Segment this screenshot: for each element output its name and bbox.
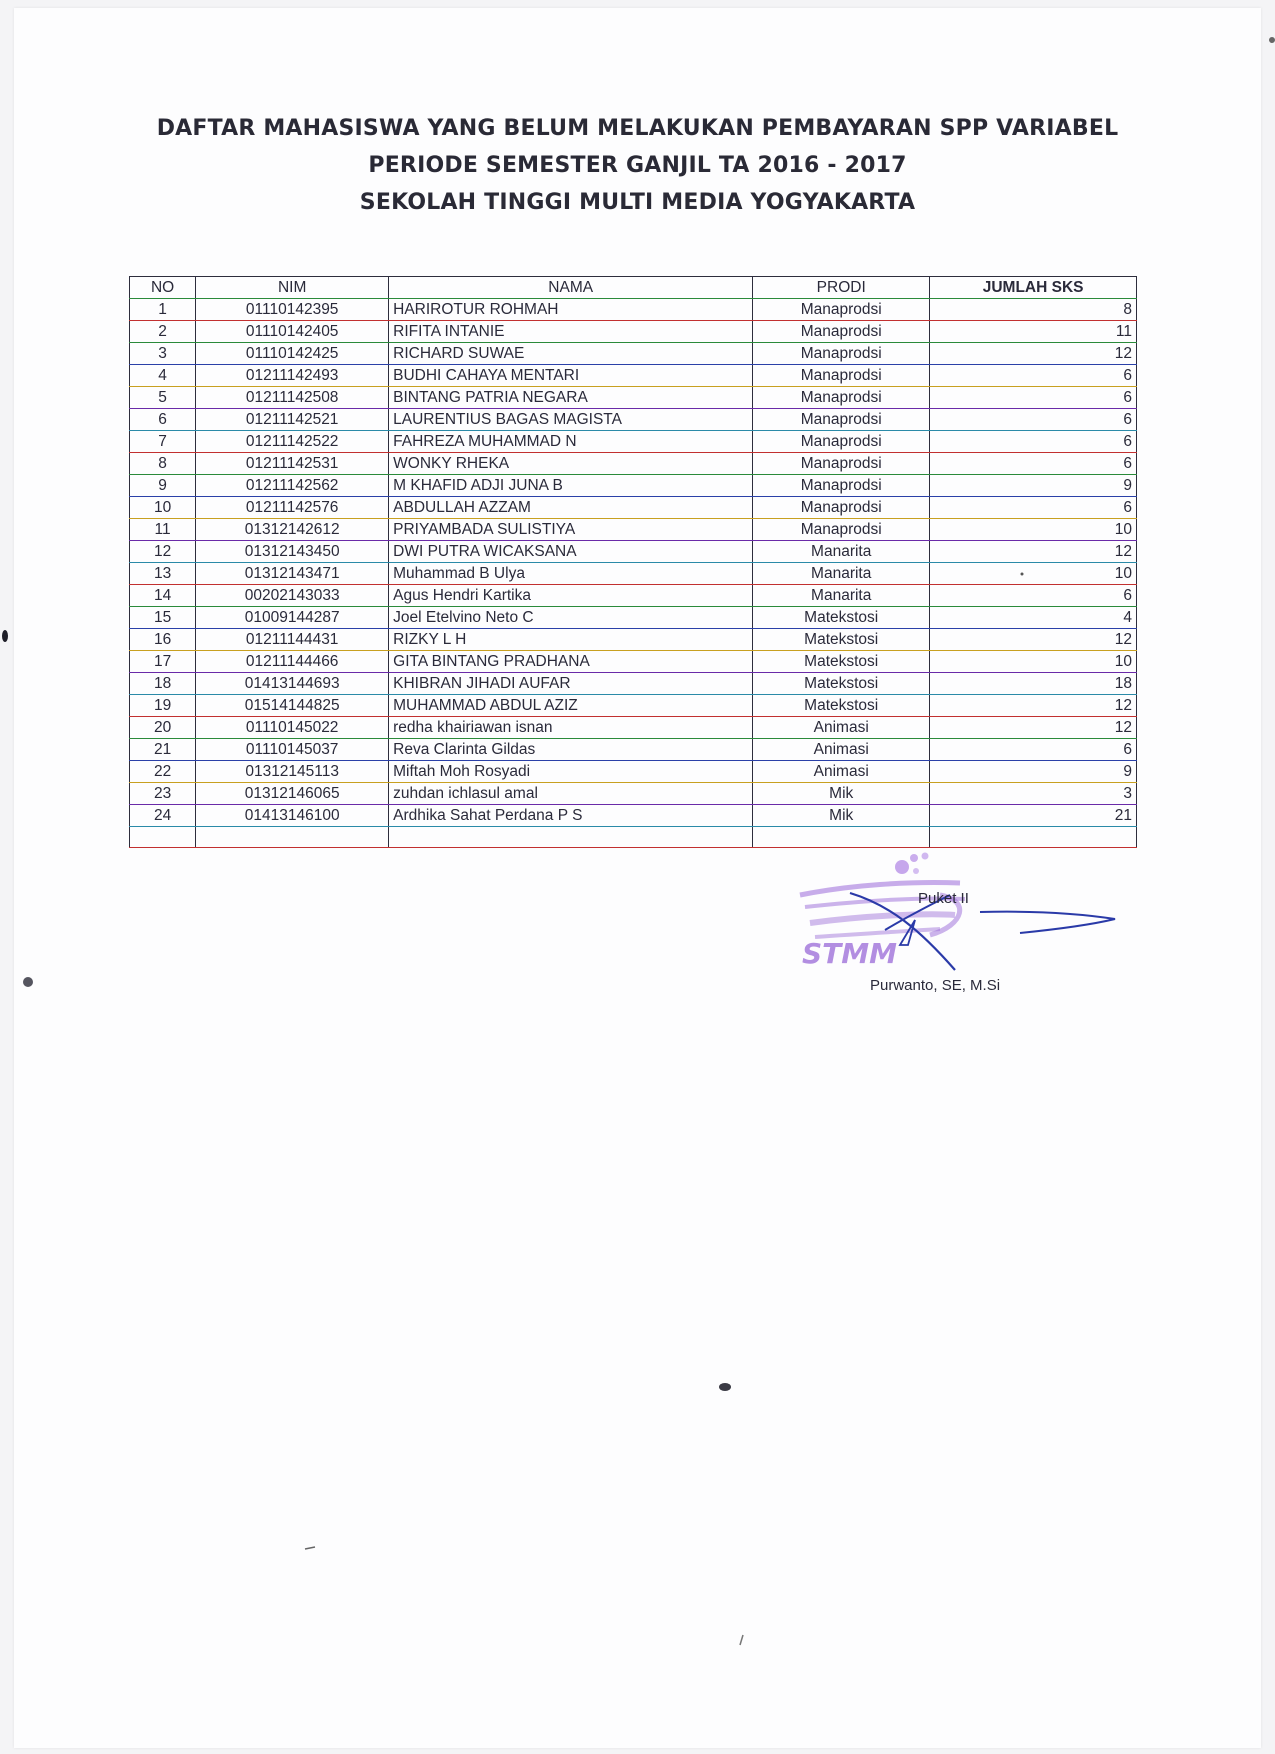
cell-nama: Joel Etelvino Neto C [389, 607, 753, 629]
cell-nim: 01211144431 [196, 629, 389, 651]
cell-sks: 6 [930, 497, 1137, 519]
cell-prodi: Matekstosi [753, 673, 930, 695]
cell-nama: BUDHI CAHAYA MENTARI [389, 365, 753, 387]
cell-no: 20 [130, 717, 196, 739]
cell-nim: 01211142576 [196, 497, 389, 519]
cell-no: 22 [130, 761, 196, 783]
cell-nim: 01110142405 [196, 321, 389, 343]
cell-sks: 21 [930, 805, 1137, 827]
cell-sks: 10 [930, 563, 1137, 585]
cell-no: 18 [130, 673, 196, 695]
cell-prodi: Matekstosi [753, 651, 930, 673]
cell-no: 24 [130, 805, 196, 827]
cell-prodi: Matekstosi [753, 607, 930, 629]
cell-no: 11 [130, 519, 196, 541]
cell-prodi: Matekstosi [753, 695, 930, 717]
cell-nim: 01211142522 [196, 431, 389, 453]
cell-no: 7 [130, 431, 196, 453]
cell-sks: 9 [930, 475, 1137, 497]
cell-nim: 01312143471 [196, 563, 389, 585]
cell-nama: Agus Hendri Kartika [389, 585, 753, 607]
cell-sks: 11 [930, 321, 1137, 343]
cell-nama: MUHAMMAD ABDUL AZIZ [389, 695, 753, 717]
cell-nim: 01211142493 [196, 365, 389, 387]
cell-prodi: Mik [753, 805, 930, 827]
cell-nama: KHIBRAN JIHADI AUFAR [389, 673, 753, 695]
cell-sks: 9 [930, 761, 1137, 783]
signer-name: Purwanto, SE, M.Si [870, 977, 1001, 994]
cell-sks: 6 [930, 365, 1137, 387]
cell-no: 3 [130, 343, 196, 365]
cell-prodi: Manarita [753, 585, 930, 607]
cell-sks: 12 [930, 343, 1137, 365]
cell-sks: 6 [930, 431, 1137, 453]
cell-nama: ABDULLAH AZZAM [389, 497, 753, 519]
cell-nim: 01211142521 [196, 409, 389, 431]
cell-sks: 10 [930, 519, 1137, 541]
cell-nama: WONKY RHEKA [389, 453, 753, 475]
cell-nama: RIFITA INTANIE [389, 321, 753, 343]
cell-nim: 01312142612 [196, 519, 389, 541]
header-no: NO [130, 277, 196, 299]
cell-nim: 01413146100 [196, 805, 389, 827]
cell-nim: 01211142531 [196, 453, 389, 475]
cell-nim: 01514144825 [196, 695, 389, 717]
cell-nim: 01312145113 [196, 761, 389, 783]
cell-nim: 01413144693 [196, 673, 389, 695]
cell-prodi: Manaprodsi [753, 431, 930, 453]
cell-no: 21 [130, 739, 196, 761]
title-line-2: PERIODE SEMESTER GANJIL TA 2016 - 2017 [368, 153, 907, 178]
cell-nim: 01312146065 [196, 783, 389, 805]
cell-sks: 8 [930, 299, 1137, 321]
cell-nama: DWI PUTRA WICAKSANA [389, 541, 753, 563]
cell-no: 2 [130, 321, 196, 343]
title-line-3: SEKOLAH TINGGI MULTI MEDIA YOGYAKARTA [359, 190, 916, 215]
cell-no: 14 [130, 585, 196, 607]
cell-sks: 18 [930, 673, 1137, 695]
cell-nama: BINTANG PATRIA NEGARA [389, 387, 753, 409]
cell-nim: 01110142425 [196, 343, 389, 365]
cell-prodi: Animasi [753, 761, 930, 783]
cell-no: 9 [130, 475, 196, 497]
cell-no: 5 [130, 387, 196, 409]
svg-text:STMM: STMM [802, 937, 897, 970]
cell-sks: 6 [930, 387, 1137, 409]
cell-prodi: Mik [753, 783, 930, 805]
cell-nama: Muhammad B Ulya [389, 563, 753, 585]
cell-prodi: Animasi [753, 739, 930, 761]
signer-position: Puket II [918, 890, 969, 907]
cell-no: 23 [130, 783, 196, 805]
cell-prodi: Manaprodsi [753, 365, 930, 387]
cell-prodi: Manaprodsi [753, 321, 930, 343]
cell-nim: 01009144287 [196, 607, 389, 629]
cell-nama: PRIYAMBADA SULISTIYA [389, 519, 753, 541]
cell-nim: 01110142395 [196, 299, 389, 321]
cell-prodi: Manaprodsi [753, 453, 930, 475]
cell-prodi: Manaprodsi [753, 387, 930, 409]
cell-sks: 12 [930, 695, 1137, 717]
cell-no: 8 [130, 453, 196, 475]
cell-nama: LAURENTIUS BAGAS MAGISTA [389, 409, 753, 431]
header-prodi: PRODI [753, 277, 930, 299]
cell-nama: Ardhika Sahat Perdana P S [389, 805, 753, 827]
cell-no: 17 [130, 651, 196, 673]
cell-nama: redha khairiawan isnan [389, 717, 753, 739]
cell-sks: 6 [930, 585, 1137, 607]
cell-no: 16 [130, 629, 196, 651]
cell-no: 10 [130, 497, 196, 519]
cell-sks: 6 [930, 453, 1137, 475]
header-nama: NAMA [389, 277, 753, 299]
cell-sks: 6 [930, 409, 1137, 431]
cell-sks: 12 [930, 717, 1137, 739]
cell-nim: 01110145037 [196, 739, 389, 761]
cell-nama: RICHARD SUWAE [389, 343, 753, 365]
cell-no: 4 [130, 365, 196, 387]
cell-sks: 10 [930, 651, 1137, 673]
cell-prodi: Manaprodsi [753, 299, 930, 321]
cell-prodi: Manaprodsi [753, 409, 930, 431]
cell-no: 6 [130, 409, 196, 431]
cell-nama: Miftah Moh Rosyadi [389, 761, 753, 783]
cell-sks: 4 [930, 607, 1137, 629]
cell-no: 1 [130, 299, 196, 321]
title-line-1: DAFTAR MAHASISWA YANG BELUM MELAKUKAN PEMBAYARAN SPP VARIABEL [156, 116, 1119, 141]
cell-prodi: Manarita [753, 563, 930, 585]
header-jumlah-sks: JUMLAH SKS [930, 277, 1137, 299]
cell-nim: 01211142508 [196, 387, 389, 409]
cell-prodi: Animasi [753, 717, 930, 739]
cell-no: 15 [130, 607, 196, 629]
cell-nim: 01312143450 [196, 541, 389, 563]
cell-no: 13 [130, 563, 196, 585]
cell-nama: FAHREZA MUHAMMAD N [389, 431, 753, 453]
cell-nim: 01110145022 [196, 717, 389, 739]
cell-no: 19 [130, 695, 196, 717]
cell-prodi: Manaprodsi [753, 497, 930, 519]
cell-prodi: Manaprodsi [753, 343, 930, 365]
cell-nim: 01211144466 [196, 651, 389, 673]
cell-nim: 00202143033 [196, 585, 389, 607]
cell-sks: 6 [930, 739, 1137, 761]
cell-nama: HARIROTUR ROHMAH [389, 299, 753, 321]
cell-nama: Reva Clarinta Gildas [389, 739, 753, 761]
cell-nim: 01211142562 [196, 475, 389, 497]
cell-nama: M KHAFID ADJI JUNA B [389, 475, 753, 497]
cell-prodi: Manarita [753, 541, 930, 563]
cell-sks: 12 [930, 629, 1137, 651]
cell-nama: RIZKY L H [389, 629, 753, 651]
cell-prodi: Manaprodsi [753, 475, 930, 497]
cell-nama: zuhdan ichlasul amal [389, 783, 753, 805]
cell-prodi: Matekstosi [753, 629, 930, 651]
cell-sks: 12 [930, 541, 1137, 563]
cell-prodi: Manaprodsi [753, 519, 930, 541]
cell-nama: GITA BINTANG PRADHANA [389, 651, 753, 673]
header-nim: NIM [196, 277, 389, 299]
cell-sks: 3 [930, 783, 1137, 805]
cell-no: 12 [130, 541, 196, 563]
